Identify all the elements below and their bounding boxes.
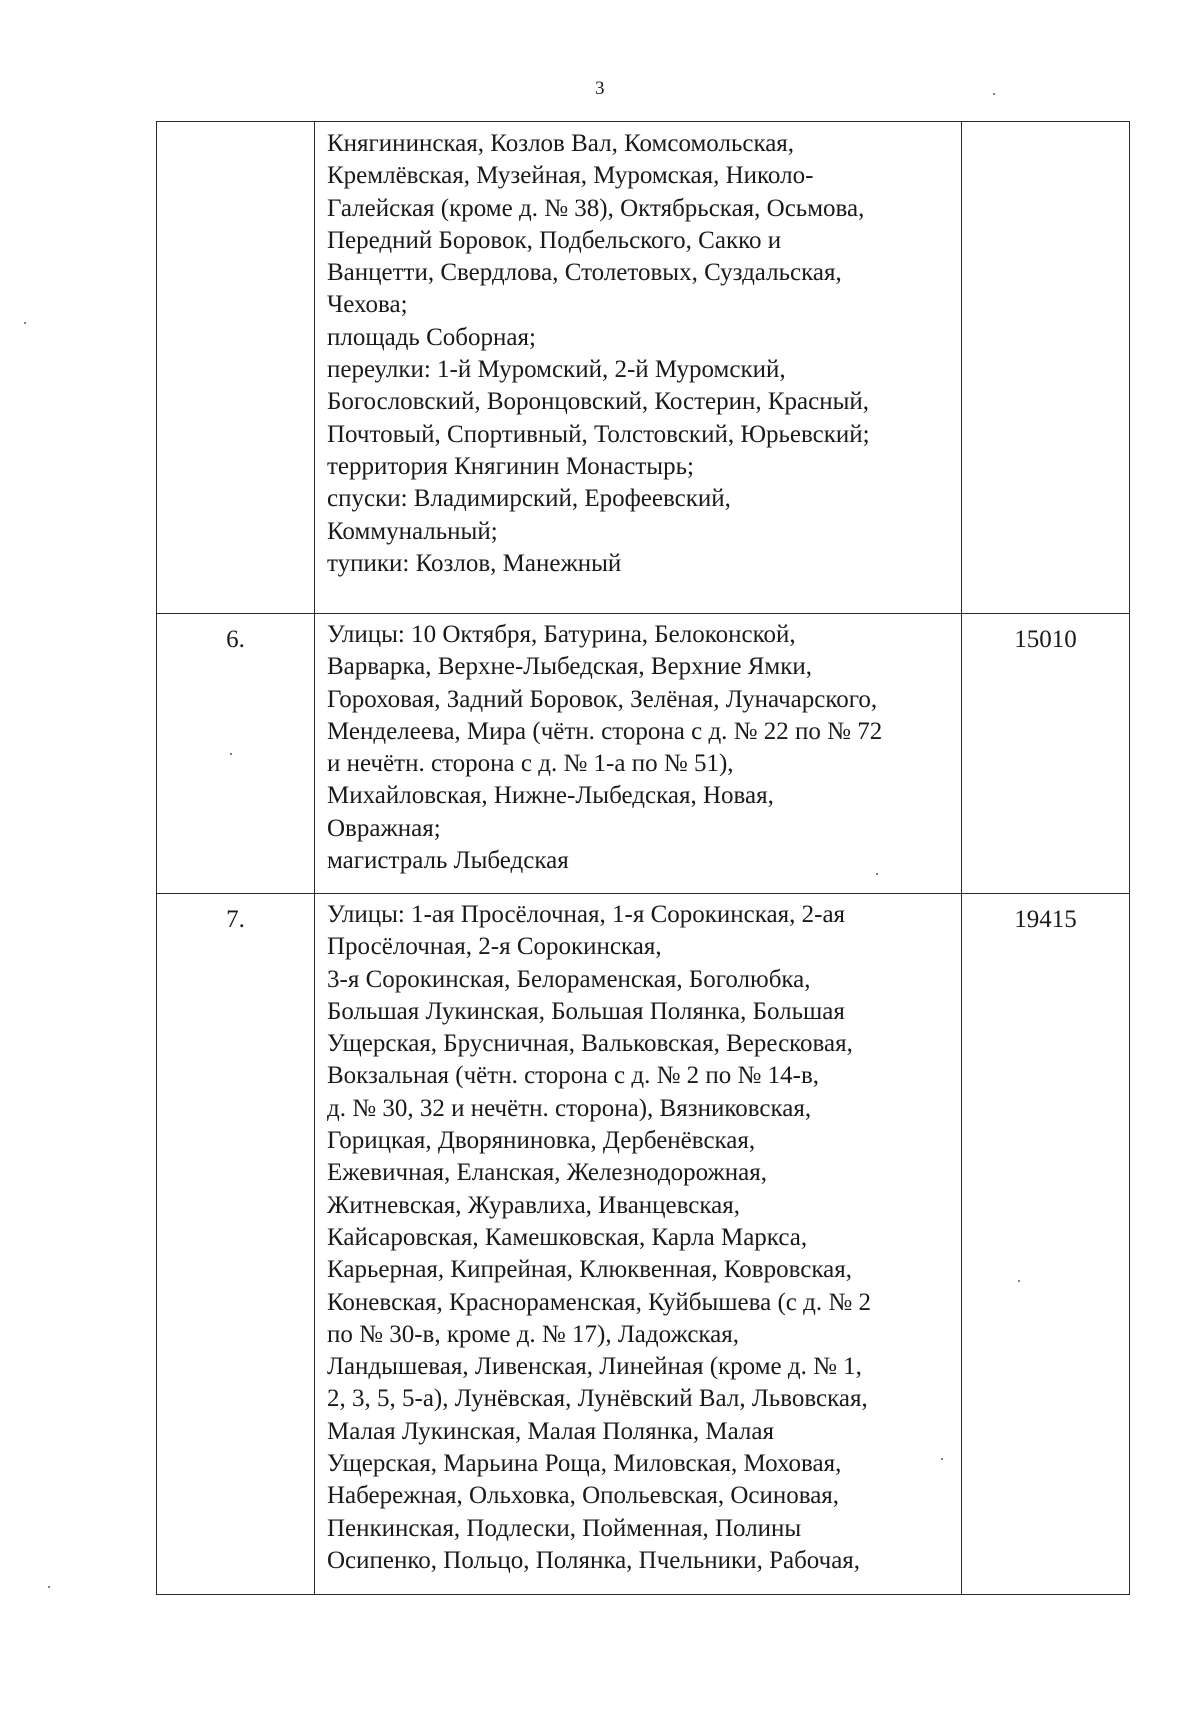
street-line: Ванцетти, Свердлова, Столетовых, Суздальская, [327, 259, 842, 287]
streets-list [315, 122, 962, 614]
street-line: Почтовый, Спортивный, Толстовский, Юрьевский; [327, 420, 870, 448]
street-line: территория Княгинин Монастырь; [327, 452, 694, 480]
table-row [157, 614, 1130, 894]
street-line: Овражная; [327, 814, 441, 842]
street-line: Ущерская, Марьина Роща, Миловская, Моховая, [327, 1450, 842, 1478]
street-line: Богословский, Воронцовский, Костерин, Красный, [327, 388, 870, 416]
street-line: Галейская (кроме д. № 38), Октябрьская, Осьмова, [327, 194, 865, 222]
districts-table [156, 121, 1130, 1595]
scan-speck [230, 753, 232, 755]
street-line: Гороховая, Задний Боровок, Зелёная, Луначарского, [327, 685, 878, 713]
street-line: Набережная, Ольховка, Опольевская, Осиновая, [327, 1482, 840, 1510]
street-line: Осипенко, Польцо, Полянка, Пчельники, Рабочая, [327, 1546, 861, 1574]
voter-count [962, 122, 1130, 614]
scan-speck [24, 322, 26, 324]
street-line: Коммунальный; [327, 517, 498, 545]
street-line: 3-я Сорокинская, Белораменская, Боголюбка, [327, 965, 811, 993]
street-line: Просёлочная, 2-я Сорокинская, [327, 933, 662, 961]
street-line: Чехова; [327, 291, 408, 319]
voter-count: 19415 [962, 894, 1130, 1595]
row-number: 7. [157, 894, 315, 1595]
street-line: спуски: Владимирский, Ерофеевский, [327, 485, 731, 513]
street-line: переулки: 1-й Муромский, 2-й Муромский, [327, 356, 786, 384]
streets-list [315, 894, 962, 1595]
streets-list [315, 614, 962, 894]
row-number: 6. [157, 614, 315, 894]
street-line: Житневская, Журавлиха, Иванцевская, [327, 1191, 741, 1219]
street-line: Михайловская, Нижне-Лыбедская, Новая, [327, 782, 774, 810]
table-row [157, 122, 1130, 614]
street-line: Пенкинская, Подлески, Пойменная, Полины [327, 1514, 802, 1542]
street-line: д. № 30, 32 и нечётн. сторона), Вязниковская, [327, 1094, 812, 1122]
street-line: Ландышевая, Ливенская, Линейная (кроме д. № 1, [327, 1353, 862, 1381]
street-line: Горицкая, Дворяниновка, Дербенёвская, [327, 1127, 756, 1155]
street-line: Передний Боровок, Подбельского, Сакко и [327, 226, 782, 254]
street-line: Княгининская, Козлов Вал, Комсомольская, [327, 130, 795, 157]
street-line: площадь Соборная; [327, 323, 536, 351]
street-line: Улицы: 1-ая Просёлочная, 1-я Сорокинская, 2-ая [327, 901, 846, 928]
street-line: и нечётн. сторона с д. № 1-а по № 51), [327, 750, 734, 778]
street-line: Ежевичная, Еланская, Железнодорожная, [327, 1159, 767, 1187]
row-number [157, 122, 315, 614]
table-row [157, 894, 1130, 1595]
street-line: Варварка, Верхне-Лыбедская, Верхние Ямки, [327, 653, 813, 681]
street-line: Улицы: 10 Октября, Батурина, Белоконской, [327, 621, 796, 648]
scan-speck [1018, 1280, 1020, 1282]
scan-speck [48, 1586, 50, 1588]
page-number: 3 [595, 78, 605, 99]
voter-count: 15010 [962, 614, 1130, 894]
street-line: Коневская, Краснораменская, Куйбышева (с д. № 2 [327, 1288, 871, 1316]
street-line: магистраль Лыбедская [327, 847, 569, 875]
street-line: Ущерская, Брусничная, Вальковская, Вересковая, [327, 1030, 853, 1058]
street-line: Карьерная, Кипрейная, Клюквенная, Ковровская, [327, 1256, 852, 1284]
street-line: Кайсаровская, Камешковская, Карла Маркса, [327, 1223, 808, 1251]
street-line: тупики: Козлов, Манежный [327, 549, 622, 577]
street-line: Менделеева, Мира (чётн. сторона с д. № 22 по № 72 [327, 717, 883, 745]
scan-speck [993, 93, 995, 95]
scan-speck [876, 873, 878, 875]
street-line: Большая Лукинская, Большая Полянка, Большая [327, 997, 845, 1025]
scan-speck [941, 1458, 943, 1460]
street-line: по № 30-в, кроме д. № 17), Ладожская, [327, 1320, 740, 1348]
street-line: Малая Лукинская, Малая Полянка, Малая [327, 1417, 774, 1445]
street-line: Кремлёвская, Музейная, Муромская, Николо- [327, 162, 814, 190]
street-line: 2, 3, 5, 5-а), Лунёвская, Лунёвский Вал, Львовская, [327, 1385, 868, 1413]
street-line: Вокзальная (чётн. сторона с д. № 2 по № 14-в, [327, 1062, 820, 1090]
